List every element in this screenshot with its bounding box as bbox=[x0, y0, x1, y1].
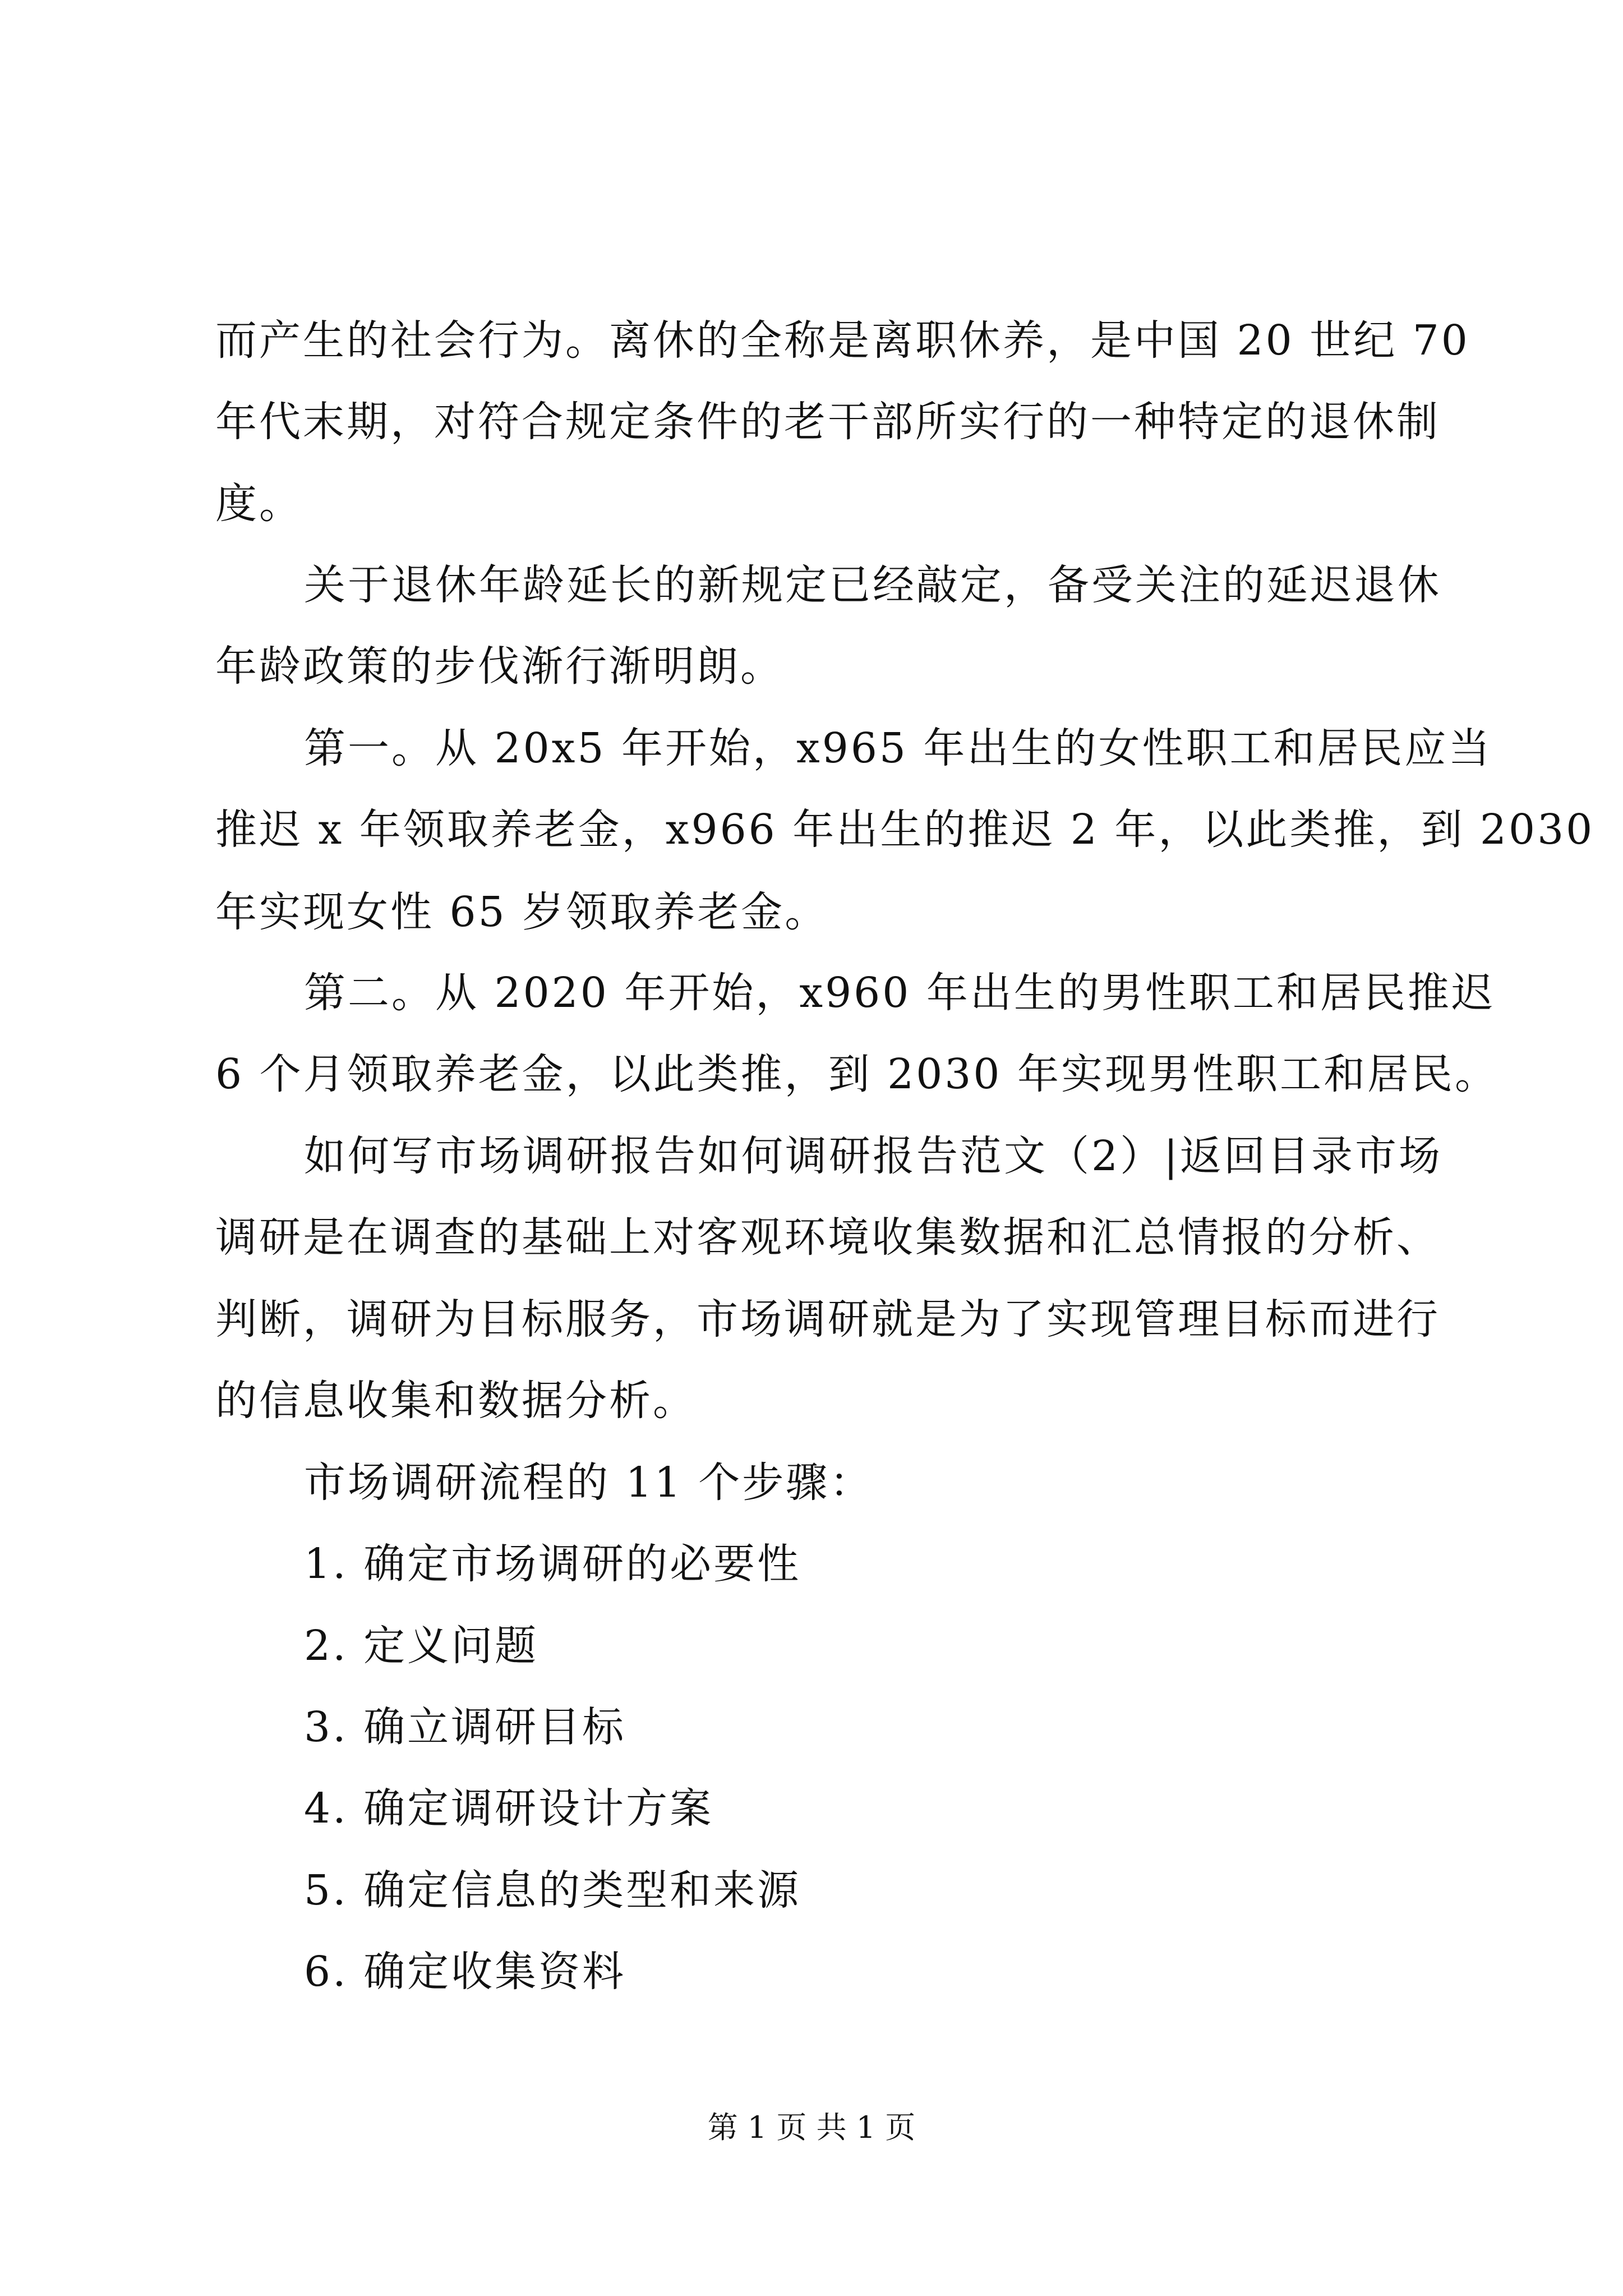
paragraph-1-line-3: 度。 bbox=[215, 480, 303, 528]
paragraph-5-line-1: 如何写市场调研报告如何调研报告范文（2）|返回目录市场 bbox=[304, 1132, 1443, 1180]
paragraph-4-line-1: 第二。从 2020 年开始，x960 年出生的男性职工和居民推迟 bbox=[304, 969, 1495, 1017]
paragraph-1-line-2: 年代末期，对符合规定条件的老干部所实行的一种特定的退休制 bbox=[215, 398, 1440, 446]
paragraph-5-line-2: 调研是在调查的基础上对客观环境收集数据和汇总情报的分析、 bbox=[215, 1213, 1440, 1262]
paragraph-3-line-2: 推迟 x 年领取养老金，x966 年出生的推迟 2 年，以此类推，到 2030 bbox=[215, 806, 1595, 854]
step-item-4: 4. 确定调研设计方案 bbox=[304, 1784, 714, 1833]
paragraph-2-line-1: 关于退休年龄延长的新规定已经敲定，备受关注的延迟退休 bbox=[304, 561, 1441, 609]
paragraph-4-line-2: 6 个月领取养老金，以此类推，到 2030 年实现男性职工和居民。 bbox=[215, 1050, 1498, 1098]
paragraph-3-line-1: 第一。从 20x5 年开始，x965 年出生的女性职工和居民应当 bbox=[304, 724, 1492, 772]
steps-heading: 市场调研流程的 11 个步骤： bbox=[304, 1458, 874, 1507]
paragraph-2-line-2: 年龄政策的步伐渐行渐明朗。 bbox=[215, 642, 784, 691]
page-footer: 第 1 页 共 1 页 bbox=[707, 2110, 916, 2145]
paragraph-5-line-3: 判断，调研为目标服务，市场调研就是为了实现管理目标而进行 bbox=[215, 1295, 1440, 1343]
step-item-3: 3. 确立调研目标 bbox=[304, 1703, 626, 1751]
step-item-6: 6. 确定收集资料 bbox=[304, 1948, 626, 1996]
step-item-5: 5. 确定信息的类型和来源 bbox=[304, 1866, 801, 1915]
paragraph-3-line-3: 年实现女性 65 岁领取养老金。 bbox=[215, 888, 829, 936]
step-item-1: 1. 确定市场调研的必要性 bbox=[304, 1540, 801, 1588]
step-item-2: 2. 定义问题 bbox=[304, 1622, 539, 1670]
paragraph-5-line-4: 的信息收集和数据分析。 bbox=[215, 1377, 697, 1425]
paragraph-1-line-1: 而产生的社会行为。离休的全称是离职休养，是中国 20 世纪 70 bbox=[215, 316, 1470, 365]
